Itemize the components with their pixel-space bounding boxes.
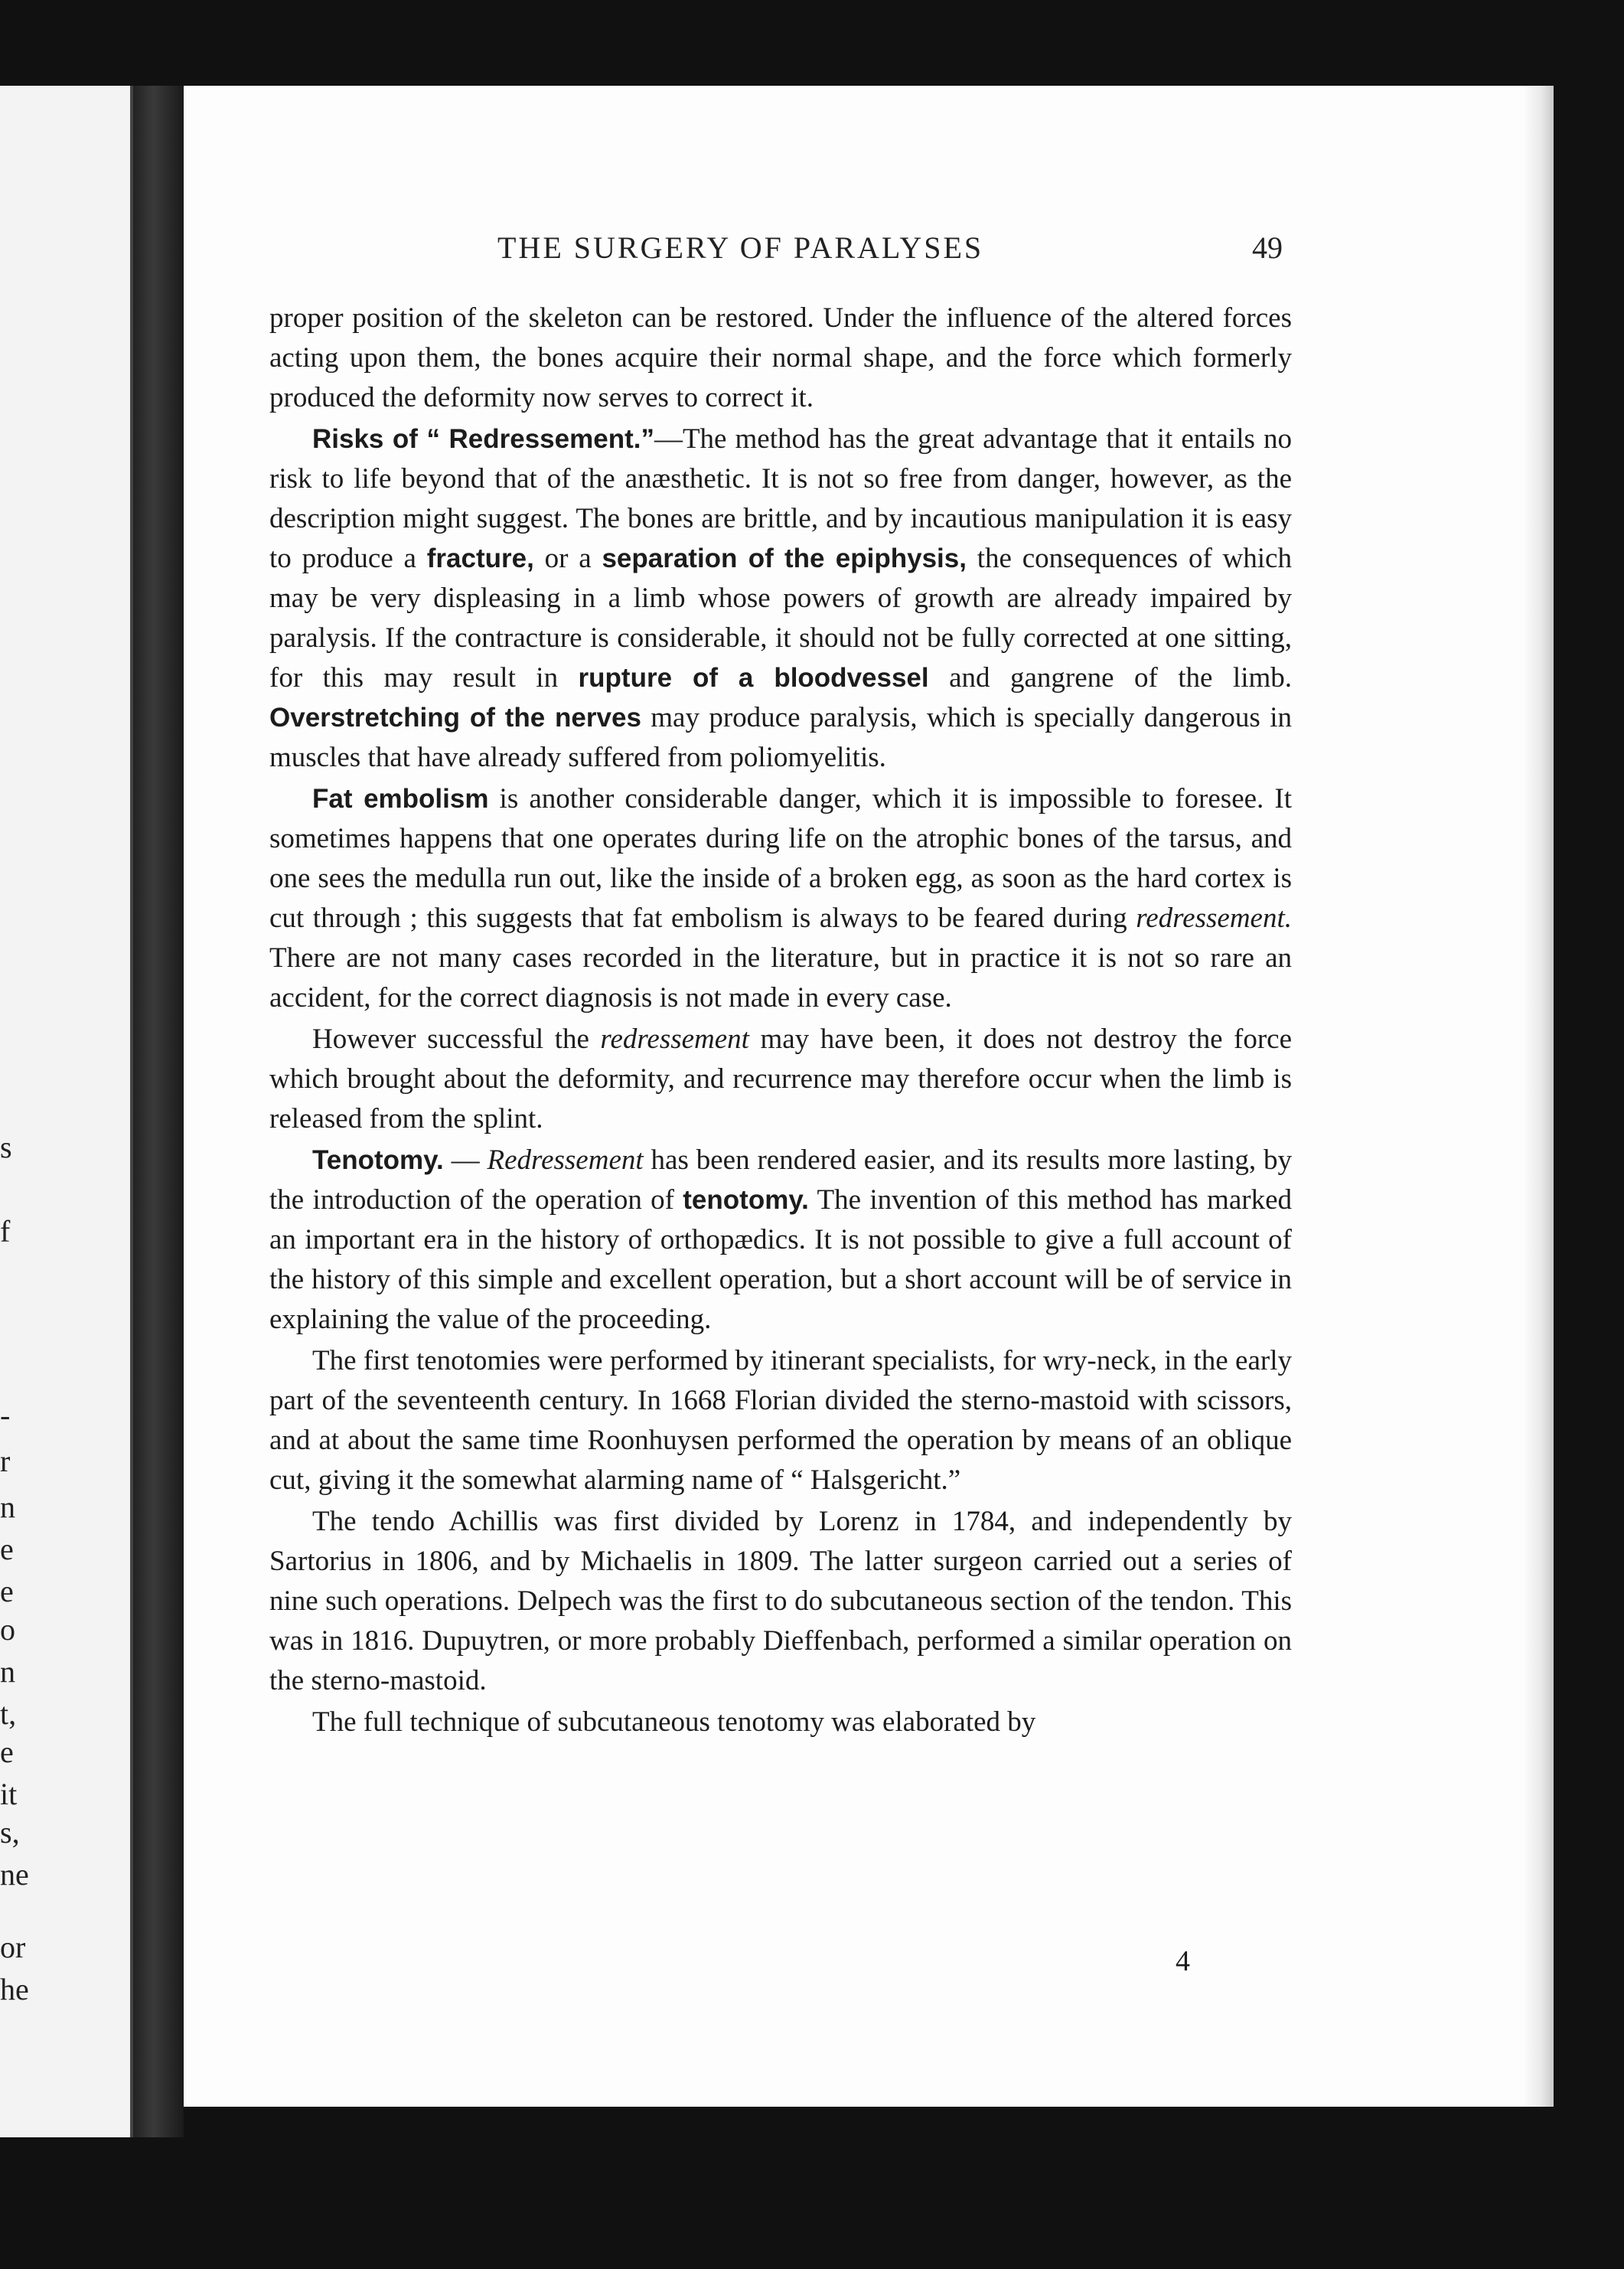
italic-term: Redressement [487, 1144, 644, 1176]
paragraph [269, 1703, 1292, 1742]
bold-term: separation of the epiphysis, [602, 544, 967, 573]
previous-page-fragment: e [0, 1574, 14, 1608]
bold-term: Tenotomy. [312, 1145, 444, 1175]
body-text [269, 299, 1292, 1742]
bold-term: Overstretching of the nerves [269, 703, 641, 733]
text-run: the consequences of which may be very displeasing in a limb whose powers of growth are already impaired by paralysis. If the contracture is considerable, it should not be fully corrected at one sitting, for this may result in [269, 543, 1292, 694]
text-run: may produce paralysis, which is specially dangerous in muscles that have already suffered from poliomyelitis. [269, 702, 1292, 773]
previous-page-fragment: e [0, 1735, 14, 1769]
page-number: 49 [1252, 230, 1283, 265]
bold-term: Risks of “ Redressement.” [312, 424, 654, 454]
text-run: The full technique of subcutaneous tenotomy was elaborated by [312, 1706, 1036, 1738]
previous-page-fragment: ne [0, 1857, 29, 1892]
text-run: There are not many cases recorded in the literature, but in practice it is not so rare an accident, for the correct diagnosis is not made in every case. [269, 942, 1292, 1014]
paragraph [269, 1502, 1292, 1701]
previous-page-fragment: - [0, 1398, 11, 1432]
text-run: The invention of this method has marked an important era in the history of orthopædics. It is not possible to give a full account of the history of this simple and excellent operation, but a short account will be of service in explaining the value of the proceeding. [269, 1184, 1292, 1335]
previous-page-fragment: n [0, 1654, 15, 1689]
text-run: or a [533, 543, 602, 574]
previous-page-fragment: e [0, 1532, 14, 1566]
paragraph [269, 779, 1292, 1018]
bold-term: tenotomy. [683, 1185, 809, 1215]
text-run: The tendo Achillis was first divided by Lorenz in 1784, and independently by Sartorius in 1806, and by Michaelis in 1809. The latter surgeon carried out a series of nine such operations. Delpech was the first to do subcutaneous section of the tendon. This was in 1816. Dupuytren, or more probably Dieffenbach, performed a similar operation on the sterno-mastoid. [269, 1506, 1292, 1696]
italic-term: redressement [600, 1023, 749, 1055]
previous-page-edge [0, 86, 133, 2137]
paragraph [269, 1141, 1292, 1340]
text-run: However successful the [312, 1023, 601, 1055]
text-run: The first tenotomies were performed by itinerant specialists, for wry-neck, in the early part of the seventeenth century. In 1668 Florian divided the sterno-mastoid with scissors, and at about the same time Roonhuysen performed the operation by means of an oblique cut, giving it the somewhat alarming name of “ Halsgericht.” [269, 1345, 1292, 1496]
text-run: proper position of the skeleton can be restored. Under the influence of the altered forces acting upon them, the bones acquire their normal shape, and the force which formerly produced the deformity now serves to correct it. [269, 302, 1292, 413]
text-run: may have been, it does not destroy the force which brought about the deformity, and recurrence may therefore occur when the limb is released from the splint. [269, 1023, 1292, 1134]
paragraph [269, 299, 1292, 418]
previous-page-fragment: s, [0, 1815, 20, 1849]
bold-term: rupture of a bloodvessel [578, 663, 929, 693]
previous-page-fragment: n [0, 1490, 15, 1524]
previous-page-fragment: f [0, 1214, 11, 1249]
previous-page-fragment: it [0, 1777, 18, 1811]
paragraph [269, 420, 1292, 778]
book-gutter [133, 86, 184, 2137]
previous-page-fragment: or [0, 1930, 26, 1964]
italic-term: redressement. [1136, 903, 1292, 934]
previous-page-fragment: he [0, 1972, 29, 2006]
bold-term: fracture, [426, 544, 534, 573]
text-run: and gangrene of the limb. [928, 662, 1293, 694]
previous-page-fragment: o [0, 1612, 15, 1647]
text-run: is another considerable danger, which it is impossible to foresee. It sometimes happens that one operates during life on the atrophic bones of the tarsus, and one sees the medulla run out, like the inside of a broken egg, as soon as the hard cortex is cut through ; this suggests that fat embolism is always to be feared during [269, 783, 1292, 934]
previous-page-fragment: t, [0, 1696, 17, 1731]
paragraph [269, 1020, 1292, 1139]
paragraph [269, 1341, 1292, 1500]
text-run: has been rendered easier, and its results more lasting, by the introduction of the operation of [269, 1144, 1292, 1216]
previous-page-fragment: r [0, 1444, 11, 1478]
running-head: THE SURGERY OF PARALYSES [497, 230, 984, 265]
bold-term: Fat embolism [312, 784, 489, 814]
text-run: — [443, 1144, 488, 1176]
previous-page-fragment: s [0, 1130, 12, 1164]
signature-mark: 4 [1176, 1945, 1190, 1977]
text-run: —The method has the great advantage that it entails no risk to life beyond that of the anæsthetic. It is not so free from danger, however, as the description might suggest. The bones are brittle, and by incautious manipulation it is easy to produce a [269, 423, 1292, 574]
page-edge-shadow [1523, 86, 1554, 2107]
